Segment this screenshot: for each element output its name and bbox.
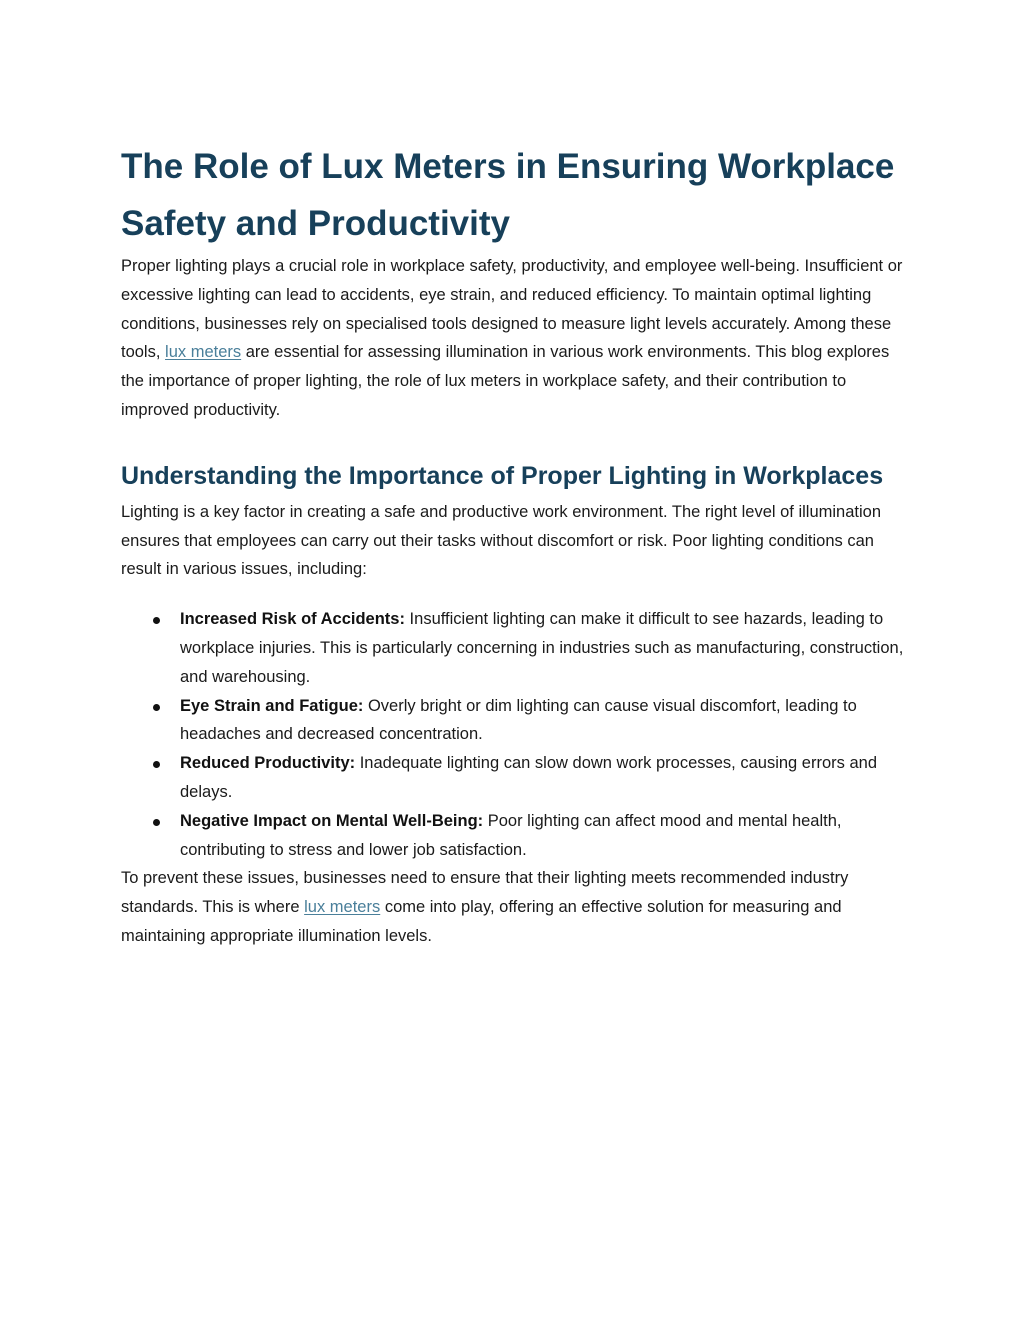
list-item — [121, 807, 911, 865]
intro-text-start: Proper lighting plays a crucial role in workplace safety, productivity, and employee well-being. Insufficient or excessive lighting can lead to accidents, eye strain, and reduced efficiency. To maintain optimal lighting conditions, businesses rely on specialised tools designed to measure light levels accurately. Among these tools, — [121, 257, 903, 362]
list-item — [121, 749, 911, 807]
list-item-text: Inadequate lighting can slow down work processes, causing errors and delays. — [180, 754, 878, 801]
document-page — [121, 138, 911, 951]
list-item-label: Reduced Productivity: — [180, 754, 356, 773]
closing-text-end: come into play, offering an effective solution for measuring and maintaining appropriate illumination levels. — [121, 898, 842, 945]
list-item-label: Negative Impact on Mental Well-Being: — [180, 811, 484, 830]
lux-meters-link[interactable]: lux meters — [165, 343, 242, 362]
list-item-text: Insufficient lighting can make it difficult to see hazards, leading to workplace injuries. This is particularly concerning in industries such as manufacturing, construction, and warehousing. — [180, 610, 904, 686]
page-title: The Role of Lux Meters in Ensuring Workplace Safety and Productivity — [121, 147, 895, 243]
section-heading: Understanding the Importance of Proper Lighting in Workplaces — [121, 461, 884, 490]
list-item-label: Increased Risk of Accidents: — [180, 610, 405, 629]
issues-list — [121, 605, 911, 864]
lux-meters-link-2[interactable]: lux meters — [304, 898, 381, 917]
list-item-label: Eye Strain and Fatigue: — [180, 696, 364, 715]
closing-paragraph — [121, 864, 911, 950]
list-item-text: Overly bright or dim lighting can cause visual discomfort, leading to headaches and decreased concentration. — [180, 696, 857, 744]
list-item — [121, 692, 911, 750]
bullet-icon — [153, 617, 160, 624]
bullet-icon — [153, 704, 160, 711]
intro-paragraph — [121, 252, 911, 425]
list-item-text: Poor lighting can affect mood and mental health, contributing to stress and lower job satisfaction. — [180, 811, 842, 859]
bullet-icon — [153, 761, 160, 768]
intro-text-end: are essential for assessing illumination in various work environments. This blog explores the importance of proper lighting, the role of lux meters in workplace safety, and their contribution to improved productivity. — [121, 343, 890, 419]
list-item — [121, 605, 911, 691]
bullet-icon — [153, 819, 160, 826]
section-intro-paragraph: Lighting is a key factor in creating a safe and productive work environment. The right level of illumination ensures that employees can carry out their tasks without discomfort or risk. Poor lighting conditions can result in various issues, including: — [121, 502, 882, 579]
closing-text-start: To prevent these issues, businesses need to ensure that their lighting meets recommended industry standards. This is where — [121, 869, 849, 917]
